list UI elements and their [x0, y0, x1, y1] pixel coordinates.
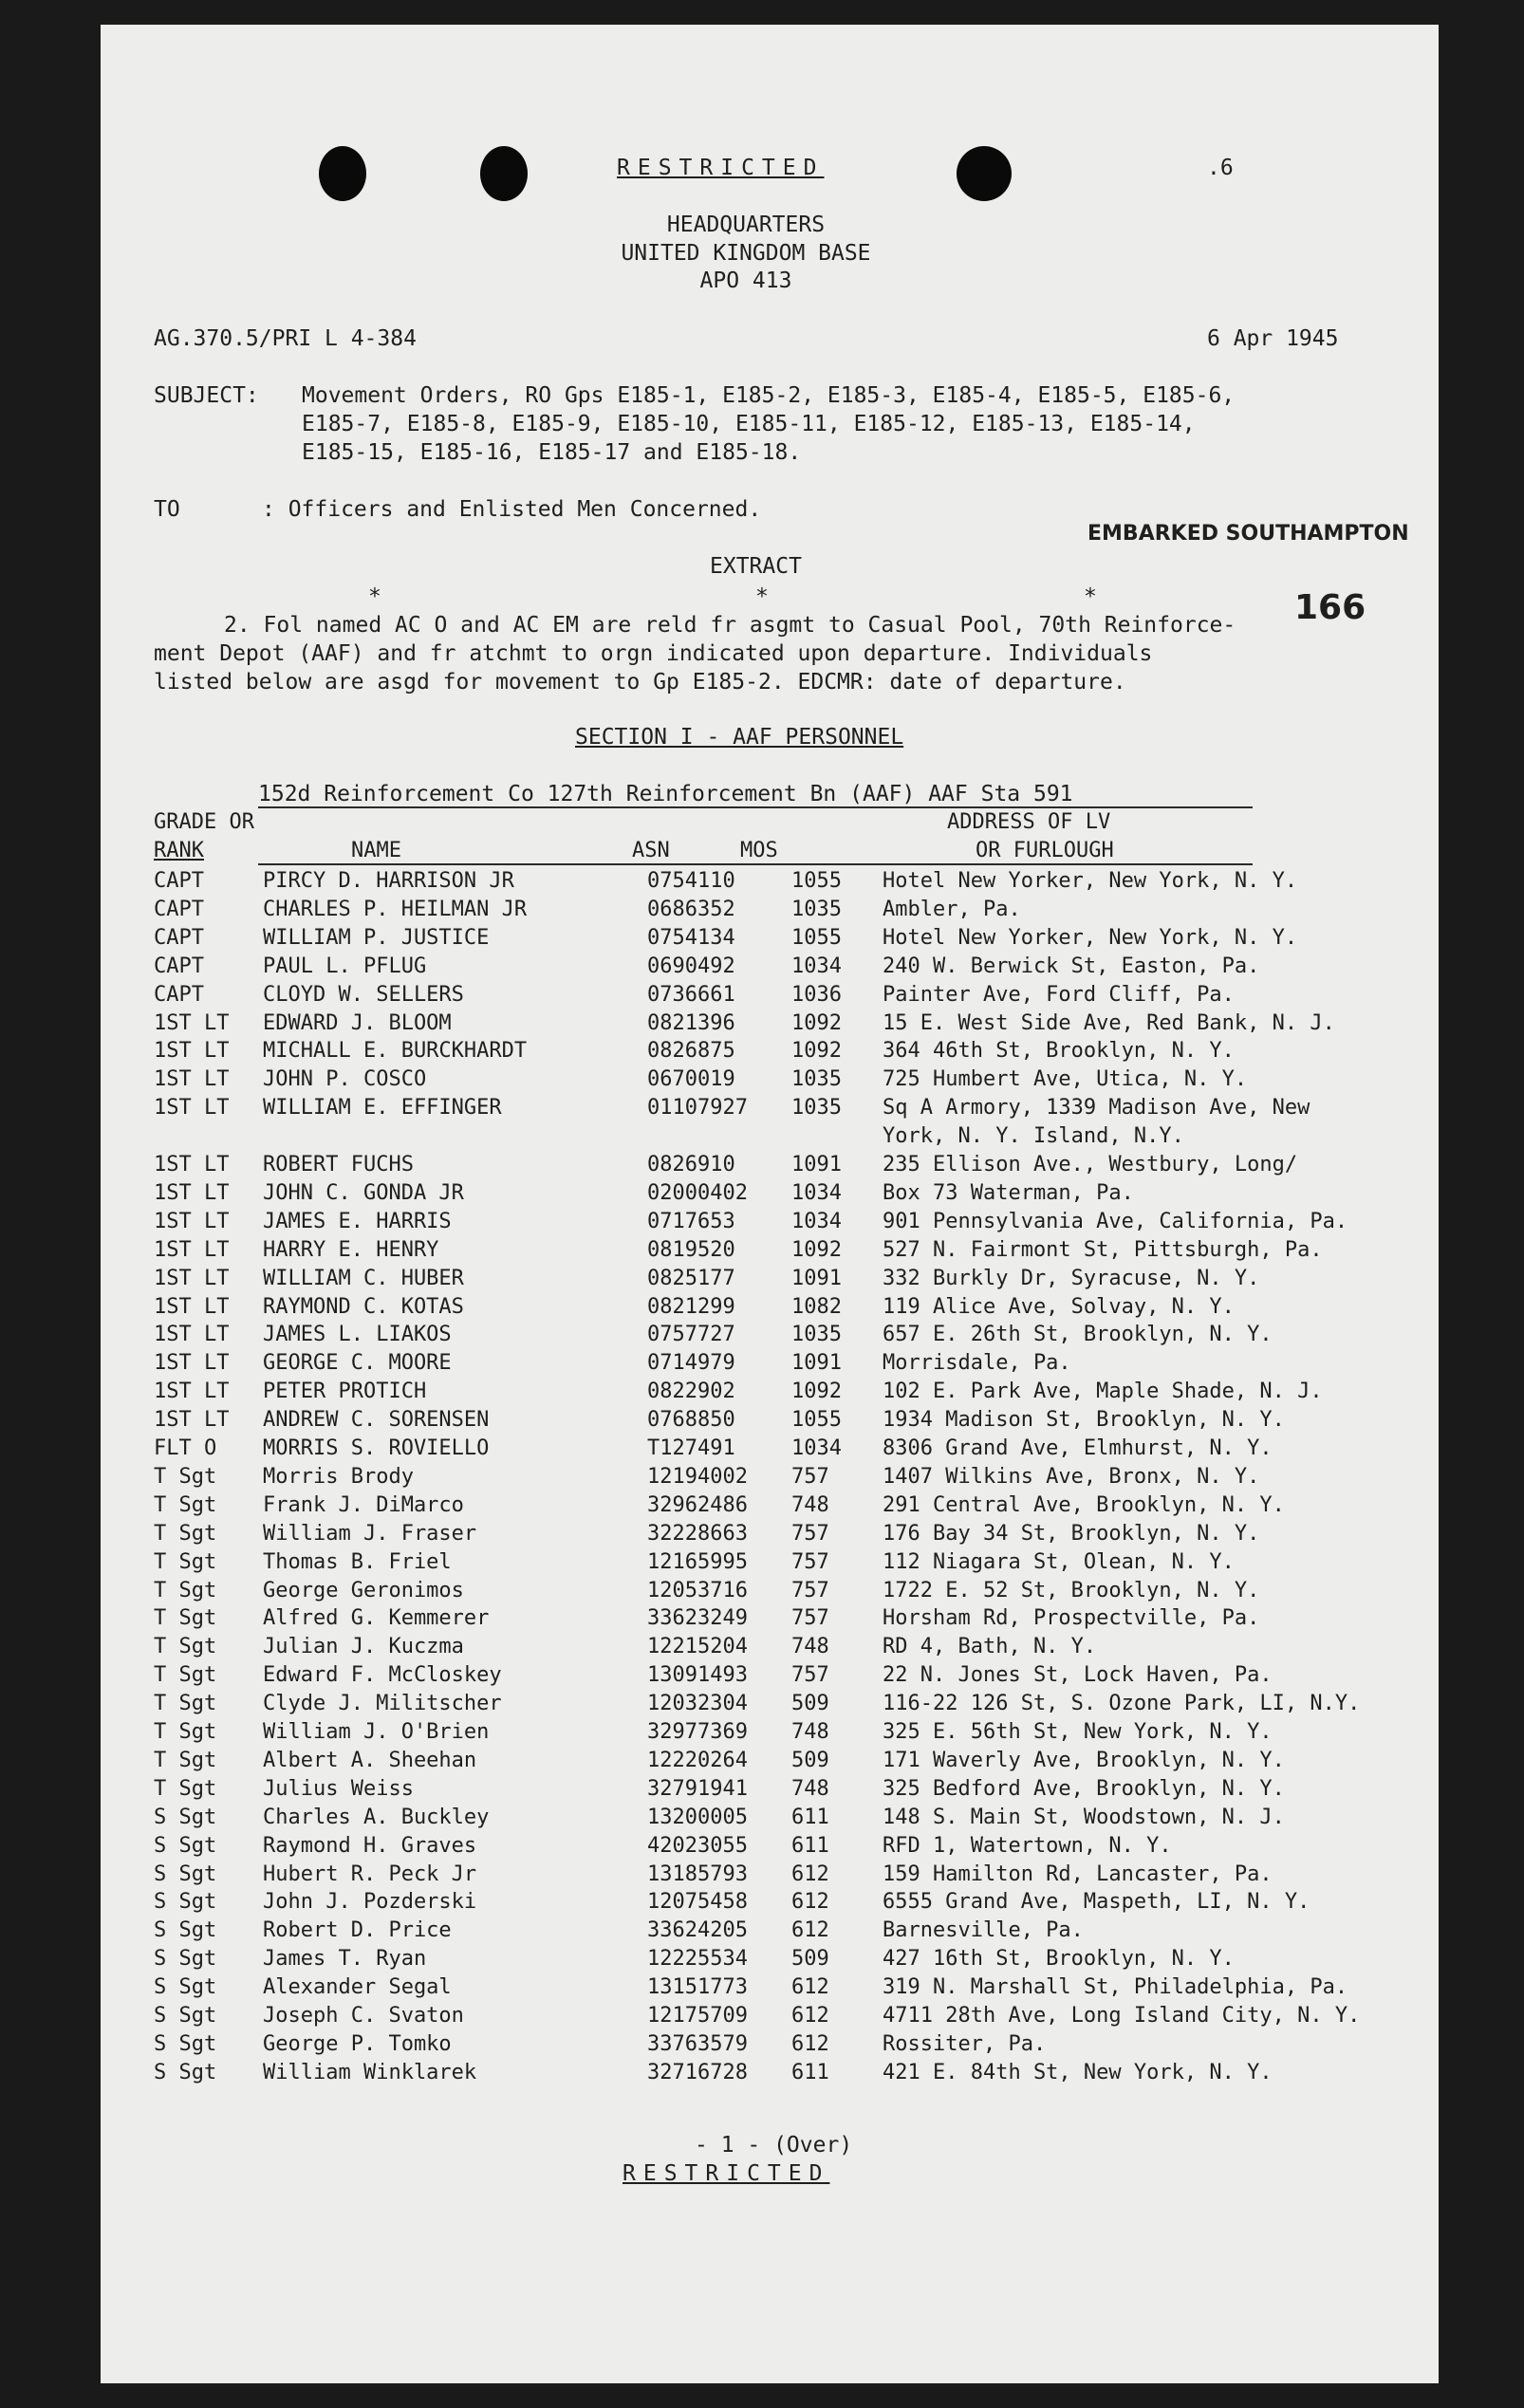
mos-cell: 612: [791, 1862, 829, 1886]
table-row: [154, 1918, 1425, 1947]
headquarters-line: HEADQUARTERS: [666, 213, 826, 237]
embarked-stamp: EMBARKED SOUTHAMPTON: [1087, 522, 1409, 546]
rank-cell: T Sgt: [154, 1492, 217, 1517]
address-cell: 319 N. Marshall St, Philadelphia, Pa.: [883, 1975, 1348, 2000]
address-cell: 1722 E. 52 St, Brooklyn, N. Y.: [883, 1578, 1260, 1602]
paragraph-line: ment Depot (AAF) and fr atchmt to orgn indicated upon departure. Individuals: [154, 641, 1153, 666]
address-cell: Box 73 Waterman, Pa.: [883, 1180, 1134, 1205]
name-cell: Clyde J. Militscher: [263, 1692, 502, 1716]
asn-cell: 0686352: [647, 897, 735, 921]
name-cell: George P. Tomko: [263, 2031, 452, 2056]
name-cell: ANDREW C. SORENSEN: [263, 1408, 490, 1433]
rank-cell: FLT O: [154, 1436, 217, 1460]
mos-cell: 1034: [791, 954, 842, 978]
address-cell: 176 Bay 34 St, Brooklyn, N. Y.: [883, 1521, 1260, 1546]
table-row: [154, 2061, 1425, 2089]
name-cell: Alfred G. Kemmerer: [263, 1606, 490, 1631]
rank-cell: T Sgt: [154, 1720, 217, 1744]
name-cell: JOHN P. COSCO: [263, 1067, 427, 1092]
mos-cell: 612: [791, 1890, 829, 1915]
address-cell: York, N. Y. Island, N.Y.: [883, 1124, 1184, 1149]
rank-cell: 1ST LT: [154, 1237, 230, 1262]
name-cell: Charles A. Buckley: [263, 1805, 490, 1829]
address-cell: Sq A Armory, 1339 Madison Ave, New: [883, 1096, 1310, 1121]
mos-cell: 757: [791, 1521, 829, 1546]
rank-cell: 1ST LT: [154, 1153, 230, 1176]
rank-cell: S Sgt: [154, 2031, 217, 2056]
name-cell: Albert A. Sheehan: [263, 1748, 477, 1772]
asn-cell: 0826875: [647, 1039, 735, 1064]
name-cell: PAUL L. PFLUG: [263, 954, 427, 978]
asn-cell: 0757727: [647, 1323, 735, 1347]
name-cell: ROBERT FUCHS: [263, 1153, 414, 1176]
asn-cell: 12032304: [647, 1692, 748, 1716]
address-cell: 364 46th St, Brooklyn, N. Y.: [883, 1039, 1235, 1064]
name-cell: Frank J. DiMarco: [263, 1492, 464, 1517]
rank-cell: 1ST LT: [154, 1180, 230, 1205]
mos-cell: 1082: [791, 1294, 842, 1319]
reference-number: AG.370.5/PRI L 4-384: [154, 326, 417, 351]
rank-cell: 1ST LT: [154, 1209, 230, 1233]
name-cell: Thomas B. Friel: [263, 1549, 452, 1574]
subject-line: E185-15, E185-16, E185-17 and E185-18.: [302, 440, 802, 465]
asn-cell: 12220264: [647, 1748, 748, 1772]
rank-cell: S Sgt: [154, 2060, 217, 2084]
asn-cell: 0821396: [647, 1010, 735, 1035]
address-cell: 119 Alice Ave, Solvay, N. Y.: [883, 1294, 1235, 1319]
rank-cell: T Sgt: [154, 1521, 217, 1546]
mos-cell: 1091: [791, 1153, 842, 1176]
rank-cell: 1ST LT: [154, 1351, 230, 1376]
asn-cell: 12165995: [647, 1549, 748, 1574]
rank-cell: 1ST LT: [154, 1323, 230, 1347]
table-row: [154, 1635, 1425, 1663]
mos-cell: 1035: [791, 1323, 842, 1347]
address-cell: RD 4, Bath, N. Y.: [883, 1635, 1097, 1659]
address-cell: 325 E. 56th St, New York, N. Y.: [883, 1720, 1273, 1744]
rank-cell: S Sgt: [154, 1947, 217, 1972]
rank-cell: CAPT: [154, 869, 204, 893]
name-cell: MICHALL E. BURCKHARDT: [263, 1039, 528, 1064]
rank-cell: 1ST LT: [154, 1039, 230, 1064]
address-cell: 8306 Grand Ave, Elmhurst, N. Y.: [883, 1436, 1273, 1460]
address-cell: 657 E. 26th St, Brooklyn, N. Y.: [883, 1323, 1273, 1347]
address-cell: 15 E. West Side Ave, Red Bank, N. J.: [883, 1010, 1335, 1035]
address-cell: 901 Pennsylvania Ave, California, Pa.: [883, 1209, 1348, 1233]
address-cell: 102 E. Park Ave, Maple Shade, N. J.: [883, 1380, 1323, 1404]
name-cell: John J. Pozderski: [263, 1890, 477, 1915]
mos-cell: 1034: [791, 1436, 842, 1460]
asn-cell: 01107927: [647, 1096, 748, 1121]
to-text: : Officers and Enlisted Men Concerned.: [262, 497, 762, 522]
rank-cell: 1ST LT: [154, 1294, 230, 1319]
address-cell: 112 Niagara St, Olean, N. Y.: [883, 1549, 1235, 1574]
table-row: [154, 1210, 1425, 1238]
rank-cell: S Sgt: [154, 1918, 217, 1943]
rank-cell: S Sgt: [154, 1890, 217, 1915]
name-cell: JAMES L. LIAKOS: [263, 1323, 452, 1347]
page-marker: .6: [1207, 156, 1234, 180]
table-row: [154, 1749, 1425, 1777]
table-row: [154, 2032, 1425, 2061]
mos-cell: 748: [791, 1776, 829, 1801]
rank-cell: T Sgt: [154, 1635, 217, 1659]
rank-cell: T Sgt: [154, 1663, 217, 1688]
column-header-asn: ASN: [632, 839, 670, 862]
table-row: [154, 1067, 1425, 1096]
asn-cell: 0754134: [647, 925, 735, 950]
rank-cell: S Sgt: [154, 1862, 217, 1886]
asn-cell: 13091493: [647, 1663, 748, 1688]
asn-cell: 12225534: [647, 1947, 748, 1972]
asn-cell: 13200005: [647, 1805, 748, 1829]
mos-cell: 509: [791, 1748, 829, 1772]
section-title: SECTION I - AAF PERSONNEL: [575, 725, 904, 750]
address-cell: RFD 1, Watertown, N. Y.: [883, 1833, 1172, 1858]
name-cell: JOHN C. GONDA JR: [263, 1180, 464, 1205]
restricted-footer: RESTRICTED: [623, 2161, 830, 2186]
rank-cell: T Sgt: [154, 1549, 217, 1574]
asn-cell: 33623249: [647, 1606, 748, 1631]
name-cell: WILLIAM P. JUSTICE: [263, 925, 490, 950]
mos-cell: 509: [791, 1947, 829, 1972]
address-cell: 427 16th St, Brooklyn, N. Y.: [883, 1947, 1235, 1972]
mos-cell: 1092: [791, 1380, 842, 1404]
address-cell: Ambler, Pa.: [883, 897, 1021, 921]
rank-cell: T Sgt: [154, 1692, 217, 1716]
name-cell: Raymond H. Graves: [263, 1833, 477, 1858]
mos-cell: 1055: [791, 869, 842, 893]
mos-cell: 612: [791, 1975, 829, 2000]
table-row: [154, 1039, 1425, 1067]
address-cell: 240 W. Berwick St, Easton, Pa.: [883, 954, 1260, 978]
column-header-mos: MOS: [740, 839, 778, 862]
asterisk: *: [755, 584, 769, 609]
address-cell: 1934 Madison St, Brooklyn, N. Y.: [883, 1408, 1285, 1433]
address-cell: 148 S. Main St, Woodstown, N. J.: [883, 1805, 1285, 1829]
to-label: TO: [154, 497, 180, 522]
document-page: [101, 25, 1439, 2383]
mos-cell: 757: [791, 1606, 829, 1631]
table-row: [154, 954, 1425, 983]
table-row: [154, 1465, 1425, 1493]
asn-cell: 0670019: [647, 1067, 735, 1092]
address-cell: 159 Hamilton Rd, Lancaster, Pa.: [883, 1862, 1273, 1886]
name-cell: George Geronimos: [263, 1578, 464, 1602]
name-cell: HARRY E. HENRY: [263, 1237, 439, 1262]
name-cell: Robert D. Price: [263, 1918, 452, 1943]
table-row: [154, 1096, 1425, 1124]
table-row: [154, 869, 1425, 898]
mos-cell: 748: [791, 1635, 829, 1659]
rank-cell: T Sgt: [154, 1748, 217, 1772]
name-cell: William J. O'Brien: [263, 1720, 490, 1744]
column-header-address-2: OR FURLOUGH: [976, 839, 1114, 862]
punch-hole: [957, 146, 1012, 201]
asn-cell: 0754110: [647, 869, 735, 893]
asn-cell: 12194002: [647, 1464, 748, 1489]
name-cell: EDWARD J. BLOOM: [263, 1010, 452, 1035]
asn-cell: 0717653: [647, 1209, 735, 1233]
asn-cell: 0736661: [647, 982, 735, 1007]
name-cell: PIRCY D. HARRISON JR: [263, 869, 514, 893]
mos-cell: 757: [791, 1578, 829, 1602]
name-cell: GEORGE C. MOORE: [263, 1351, 452, 1376]
mos-cell: 1035: [791, 897, 842, 921]
table-row: [154, 1975, 1425, 2004]
mos-cell: 611: [791, 1805, 829, 1829]
rank-cell: T Sgt: [154, 1776, 217, 1801]
mos-cell: 1055: [791, 1408, 842, 1433]
address-cell: 325 Bedford Ave, Brooklyn, N. Y.: [883, 1776, 1285, 1801]
name-cell: Morris Brody: [263, 1464, 414, 1489]
asn-cell: 12175709: [647, 2004, 748, 2028]
rank-cell: CAPT: [154, 925, 204, 950]
mos-cell: 611: [791, 1833, 829, 1858]
table-row: [154, 1606, 1425, 1635]
table-row: [154, 1834, 1425, 1862]
address-cell: 1407 Wilkins Ave, Bronx, N. Y.: [883, 1464, 1260, 1489]
rank-cell: S Sgt: [154, 1833, 217, 1858]
subject-line: E185-7, E185-8, E185-9, E185-10, E185-11, E185-12, E185-13, E185-14,: [302, 412, 1196, 436]
mos-cell: 757: [791, 1663, 829, 1688]
mos-cell: 612: [791, 2004, 829, 2028]
asn-cell: 02000402: [647, 1180, 748, 1205]
table-row: [154, 983, 1425, 1011]
rank-cell: S Sgt: [154, 1805, 217, 1829]
rank-cell: 1ST LT: [154, 1266, 230, 1290]
table-row: [154, 1351, 1425, 1380]
address-cell: Rossiter, Pa.: [883, 2031, 1047, 2056]
asn-cell: 32791941: [647, 1776, 748, 1801]
table-row: [154, 1522, 1425, 1550]
asn-cell: 32962486: [647, 1492, 748, 1517]
apo-line: APO 413: [699, 269, 792, 293]
mos-cell: 612: [791, 2031, 829, 2056]
punch-hole: [319, 146, 366, 201]
table-row: [154, 1124, 1425, 1153]
asn-cell: 0821299: [647, 1294, 735, 1319]
mos-cell: 1034: [791, 1180, 842, 1205]
paragraph-line: listed below are asgd for movement to Gp E185-2. EDCMR: date of departure.: [154, 670, 1126, 695]
asn-cell: 13151773: [647, 1975, 748, 2000]
asn-cell: 32228663: [647, 1521, 748, 1546]
mos-cell: 1035: [791, 1096, 842, 1121]
mos-cell: 1092: [791, 1010, 842, 1035]
rank-cell: 1ST LT: [154, 1408, 230, 1433]
address-cell: Hotel New Yorker, New York, N. Y.: [883, 925, 1298, 950]
table-row: [154, 1692, 1425, 1720]
table-row: [154, 1295, 1425, 1324]
address-cell: 22 N. Jones St, Lock Haven, Pa.: [883, 1663, 1273, 1688]
table-row: [154, 1550, 1425, 1579]
rank-cell: T Sgt: [154, 1606, 217, 1631]
asn-cell: 12053716: [647, 1578, 748, 1602]
document-date: 6 Apr 1945: [1207, 326, 1339, 351]
mos-cell: 748: [791, 1720, 829, 1744]
column-header-rank: RANK: [154, 839, 204, 862]
name-cell: Hubert R. Peck Jr: [263, 1862, 477, 1886]
rank-cell: CAPT: [154, 897, 204, 921]
address-cell: 4711 28th Ave, Long Island City, N. Y.: [883, 2004, 1361, 2028]
mos-cell: 748: [791, 1492, 829, 1517]
table-row: [154, 1380, 1425, 1408]
mos-cell: 611: [791, 2060, 829, 2084]
asn-cell: 0690492: [647, 954, 735, 978]
extract-heading: EXTRACT: [710, 554, 802, 579]
asn-cell: 32716728: [647, 2060, 748, 2084]
asterisk: *: [368, 584, 381, 609]
table-row: [154, 1181, 1425, 1210]
rank-cell: 1ST LT: [154, 1096, 230, 1121]
address-cell: 421 E. 84th St, New York, N. Y.: [883, 2060, 1273, 2084]
rank-cell: T Sgt: [154, 1464, 217, 1489]
name-cell: RAYMOND C. KOTAS: [263, 1294, 464, 1319]
address-cell: 116-22 126 St, S. Ozone Park, LI, N.Y.: [883, 1692, 1361, 1716]
address-cell: Barnesville, Pa.: [883, 1918, 1084, 1943]
name-cell: Julian J. Kuczma: [263, 1635, 464, 1659]
mos-cell: 1092: [791, 1237, 842, 1262]
handwritten-page-number: 166: [1294, 588, 1366, 627]
column-header-address: ADDRESS OF LV: [947, 810, 1111, 834]
asn-cell: 0822902: [647, 1380, 735, 1404]
address-cell: 235 Ellison Ave., Westbury, Long/: [883, 1153, 1298, 1176]
address-cell: Horsham Rd, Prospectville, Pa.: [883, 1606, 1260, 1631]
table-row: [154, 1238, 1425, 1267]
asn-cell: 12075458: [647, 1890, 748, 1915]
table-row: [154, 1323, 1425, 1351]
rank-cell: CAPT: [154, 982, 204, 1007]
mos-cell: 1055: [791, 925, 842, 950]
table-row: [154, 926, 1425, 954]
table-row: [154, 1720, 1425, 1749]
name-cell: Joseph C. Svaton: [263, 2004, 464, 2028]
asn-cell: 0819520: [647, 1237, 735, 1262]
table-row: [154, 1947, 1425, 1975]
asn-cell: 0714979: [647, 1351, 735, 1376]
rank-cell: 1ST LT: [154, 1380, 230, 1404]
asn-cell: 32977369: [647, 1720, 748, 1744]
address-cell: 527 N. Fairmont St, Pittsburgh, Pa.: [883, 1237, 1323, 1262]
name-cell: Edward F. McCloskey: [263, 1663, 502, 1688]
address-cell: 291 Central Ave, Brooklyn, N. Y.: [883, 1492, 1285, 1517]
rank-cell: 1ST LT: [154, 1010, 230, 1035]
table-row: [154, 1806, 1425, 1834]
table-row: [154, 1777, 1425, 1806]
base-line: UNITED KINGDOM BASE: [621, 241, 871, 266]
mos-cell: 757: [791, 1464, 829, 1489]
address-cell: 171 Waverly Ave, Brooklyn, N. Y.: [883, 1748, 1285, 1772]
table-row: [154, 1579, 1425, 1607]
rank-cell: S Sgt: [154, 2004, 217, 2028]
name-cell: Julius Weiss: [263, 1776, 414, 1801]
address-cell: Morrisdale, Pa.: [883, 1351, 1071, 1376]
column-header-grade: GRADE OR: [154, 810, 254, 834]
unit-underline: [258, 806, 1253, 808]
mos-cell: 1034: [791, 1209, 842, 1233]
name-cell: JAMES E. HARRIS: [263, 1209, 452, 1233]
mos-cell: 509: [791, 1692, 829, 1716]
name-cell: CHARLES P. HEILMAN JR: [263, 897, 528, 921]
restricted-header: RESTRICTED: [617, 156, 825, 180]
table-row: [154, 1267, 1425, 1295]
name-cell: WILLIAM C. HUBER: [263, 1266, 464, 1290]
name-cell: Alexander Segal: [263, 1975, 452, 2000]
asn-cell: 33624205: [647, 1918, 748, 1943]
name-cell: William Winklarek: [263, 2060, 477, 2084]
name-cell: PETER PROTICH: [263, 1380, 427, 1404]
asn-cell: 0768850: [647, 1408, 735, 1433]
mos-cell: 1092: [791, 1039, 842, 1064]
mos-cell: 1035: [791, 1067, 842, 1092]
name-cell: William J. Fraser: [263, 1521, 477, 1546]
name-cell: CLOYD W. SELLERS: [263, 982, 464, 1007]
unit-line: 152d Reinforcement Co 127th Reinforcement Bn (AAF) AAF Sta 591: [258, 782, 1073, 806]
column-header-name: NAME: [351, 839, 401, 862]
asn-cell: 0826910: [647, 1153, 735, 1176]
asn-cell: 13185793: [647, 1862, 748, 1886]
table-row: [154, 1436, 1425, 1465]
table-row: [154, 1862, 1425, 1891]
mos-cell: 1036: [791, 982, 842, 1007]
header-underline: [258, 863, 1253, 865]
asterisk: *: [1084, 584, 1097, 609]
rank-cell: CAPT: [154, 954, 204, 978]
page-footer-number: - 1 - (Over): [695, 2133, 853, 2158]
paragraph-line: 2. Fol named AC O and AC EM are reld fr asgmt to Casual Pool, 70th Reinforce-: [224, 613, 1236, 638]
name-cell: WILLIAM E. EFFINGER: [263, 1096, 502, 1121]
asn-cell: 12215204: [647, 1635, 748, 1659]
mos-cell: 1091: [791, 1266, 842, 1290]
subject-label: SUBJECT:: [154, 383, 259, 408]
table-row: [154, 1408, 1425, 1436]
table-row: [154, 1011, 1425, 1040]
asn-cell: 0825177: [647, 1266, 735, 1290]
rank-cell: T Sgt: [154, 1578, 217, 1602]
table-row: [154, 2004, 1425, 2032]
table-row: [154, 1493, 1425, 1522]
address-cell: 725 Humbert Ave, Utica, N. Y.: [883, 1067, 1248, 1092]
mos-cell: 1091: [791, 1351, 842, 1376]
table-row: [154, 1153, 1425, 1181]
address-cell: 332 Burkly Dr, Syracuse, N. Y.: [883, 1266, 1260, 1290]
rank-cell: S Sgt: [154, 1975, 217, 2000]
subject-line: Movement Orders, RO Gps E185-1, E185-2, E185-3, E185-4, E185-5, E185-6,: [302, 383, 1236, 408]
address-cell: 6555 Grand Ave, Maspeth, LI, N. Y.: [883, 1890, 1310, 1915]
punch-hole: [480, 146, 528, 201]
table-row: [154, 1663, 1425, 1692]
asn-cell: T127491: [647, 1436, 735, 1460]
mos-cell: 612: [791, 1918, 829, 1943]
table-row: [154, 898, 1425, 926]
mos-cell: 757: [791, 1549, 829, 1574]
asn-cell: 42023055: [647, 1833, 748, 1858]
name-cell: James T. Ryan: [263, 1947, 427, 1972]
rank-cell: 1ST LT: [154, 1067, 230, 1092]
address-cell: Painter Ave, Ford Cliff, Pa.: [883, 982, 1235, 1007]
address-cell: Hotel New Yorker, New York, N. Y.: [883, 869, 1298, 893]
table-row: [154, 1890, 1425, 1918]
asn-cell: 33763579: [647, 2031, 748, 2056]
name-cell: MORRIS S. ROVIELLO: [263, 1436, 490, 1460]
